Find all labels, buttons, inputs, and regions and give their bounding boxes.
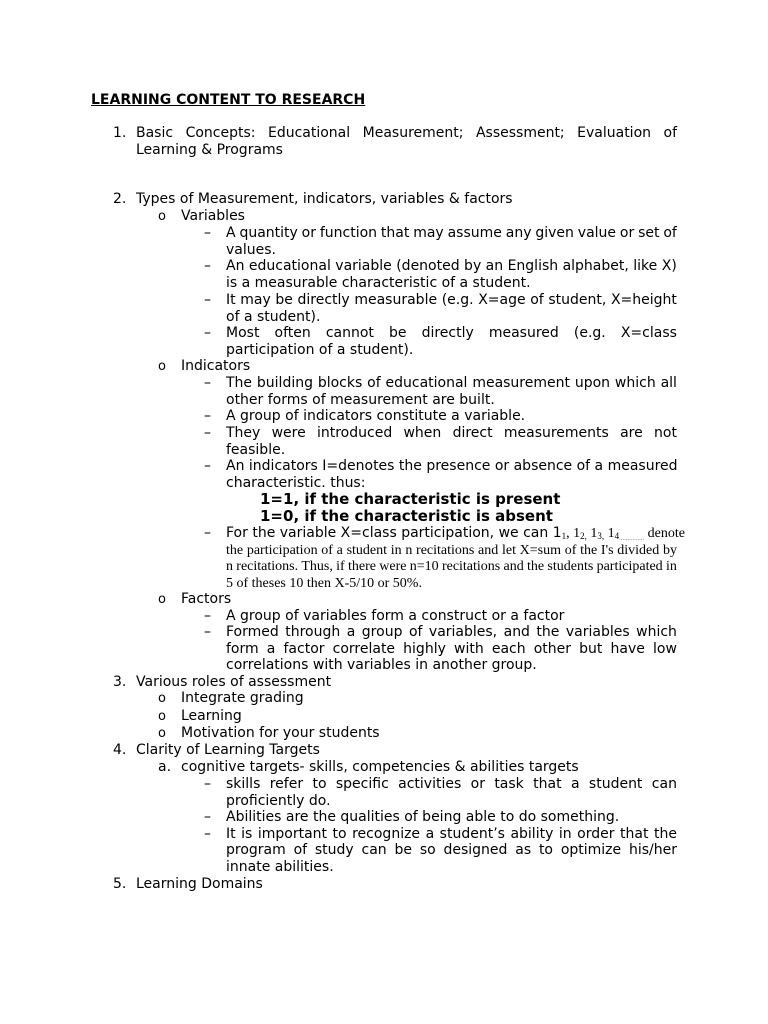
word: all [660,375,677,391]
word: Most [226,325,260,341]
variables-item-4-line-1 [226,325,677,342]
role-item-2: Learning [181,708,242,724]
word: It [226,826,236,842]
word: be [388,325,407,341]
indicators-item-4-line-2: characteristic. thus: [226,475,366,491]
targets-item-3-line-2 [226,842,677,859]
word: Evaluation [577,125,652,141]
word: building [256,375,313,391]
word: often [274,325,311,341]
dash-bullet: – [204,776,211,792]
bullet-integrate: o [158,691,166,706]
word: X=age [478,292,526,308]
word: students [547,559,594,574]
indicators-item-3-line-2: feasible. [226,442,286,458]
word: in [665,559,677,574]
word: X=height [610,292,677,308]
word: any [505,225,532,241]
dash-bullet: – [204,624,211,640]
word: specific [335,776,389,792]
word: directly [297,292,350,308]
word: can [651,776,677,792]
word: be [394,842,412,858]
word: not [654,425,677,441]
dash-bullet: – [204,826,211,842]
bullet-learning: o [158,709,166,724]
word: introduced [316,425,393,441]
word: important [257,826,328,842]
word: I's [600,543,614,558]
word: n=10 [409,559,439,574]
word: have [610,641,645,657]
word: or [301,225,316,241]
word: set [638,225,660,241]
word: of [293,842,308,858]
word: upon [574,375,611,391]
word: be [275,292,293,308]
word: his/her [628,842,677,858]
word: the [653,826,677,842]
word: which [614,375,656,391]
word: a [346,624,356,640]
word: measured [488,325,559,341]
word: were [379,559,407,574]
word: recitations. [236,559,299,574]
word: X=sum [519,543,562,558]
section-1-line-2: Learning & Programs [136,142,283,158]
variables-item-1-line-1 [226,225,677,242]
word: participated [596,559,663,574]
indicators-item-2-line-1: A group of indicators constitute a variable. [226,408,526,424]
word: optimize [560,842,622,858]
word: recitations [416,543,475,558]
word: Formed [226,624,279,640]
word: of [564,543,577,558]
word: of [408,624,423,640]
example-line-2 [226,542,677,559]
targets-item-2: Abilities are the qualities of being able to do something. [226,809,620,825]
word: the [527,559,545,574]
word: group [361,624,403,640]
word: educational [385,375,468,391]
word: let [501,543,516,558]
variables-heading: Variables [181,208,245,224]
word: n [405,543,413,558]
targets-item-3-line-1 [226,826,677,843]
factors-item-2-line-2 [226,641,677,658]
word: may [240,292,271,308]
indicators-item-3-line-1 [226,425,677,442]
word: refer [269,776,304,792]
word: with [454,641,484,657]
dash-bullet: – [204,425,211,441]
role-item-3: Motivation for your students [181,725,380,741]
word: order [577,826,615,842]
bullet-indicators: o [158,359,166,374]
word: measurable [354,292,438,308]
word: to [538,842,553,858]
dash-bullet: – [204,325,211,341]
word: so [419,842,436,858]
word: skills [226,776,261,792]
word: They [226,425,261,441]
word: highly [403,641,446,657]
word: Assessment; [475,125,565,141]
word: which [636,624,677,640]
word: n [226,559,233,574]
word: other [533,641,572,657]
targets-item-1-line-1 [226,776,677,793]
word: blocks [317,375,363,391]
word: a [266,641,276,657]
dash-bullet: – [204,225,211,241]
word: is [241,826,253,842]
dash-bullet: – [204,258,211,274]
word: can [361,842,387,858]
variables-item-3-line-1 [226,292,677,309]
variables-item-3-line-2: of a student). [226,309,321,325]
word: X=class [620,325,677,341]
word: each [491,641,526,657]
word: Concepts: [185,125,256,141]
word: when [403,425,442,441]
factors-item-2-line-3: correlations with variables in another group. [226,657,537,673]
word: student [346,543,388,558]
word: are [620,425,643,441]
word: Thus, [301,559,333,574]
word: cannot [325,325,374,341]
word: A [226,225,236,241]
word: to [312,776,327,792]
word: variables [565,624,630,640]
word: function [319,225,378,241]
word: a [425,826,435,842]
word: program [226,842,286,858]
word: in [558,826,572,842]
word: correlate [332,641,396,657]
section-4-number: 4. [113,742,127,758]
word: of [663,225,677,241]
role-item-1: Integrate grading [181,690,304,706]
word: Educational [267,125,351,141]
word: Basic [136,125,174,141]
targets-item-1-line-2: proficiently do. [226,793,331,809]
word: Measurement; [362,125,464,141]
example-line-3 [226,558,677,575]
word: recitations [441,559,501,574]
word: given [535,225,574,241]
word: directly [421,325,474,341]
bullet-motivation: o [158,726,166,741]
section-5-title: Learning Domains [136,876,263,892]
word: direct [452,425,493,441]
section-3-number: 3. [113,674,127,690]
word: of [321,543,333,558]
word: student’s [439,826,505,842]
word: (e.g. [441,292,474,308]
section-4a-title: cognitive targets- skills, competencies & abilities targets [181,759,579,775]
bullet-variables: o [158,209,166,224]
word: but [579,641,603,657]
dash-bullet: – [204,809,211,825]
word: if [336,559,345,574]
formula-present: 1=1, if the characteristic is present [260,490,561,508]
word: activities [398,776,462,792]
section-3-title: Various roles of assessment [136,674,332,690]
section-4-title: Clarity of Learning Targets [136,742,320,758]
word: participation [246,543,318,558]
bullet-factors: o [158,592,166,607]
section-5-number: 5. [113,876,127,892]
word: quantity [239,225,298,241]
word: a [336,543,343,558]
word: student [588,776,643,792]
indicators-heading: Indicators [181,358,251,374]
formula-absent: 1=0, if the characteristic is absent [260,507,553,525]
dash-bullet: – [204,525,211,541]
word: of [530,292,544,308]
variables-item-1-line-2: values. [226,242,276,258]
word: by [662,543,677,558]
word: The [226,375,253,391]
word: to [332,826,347,842]
word: value [577,225,617,241]
word: form [226,641,259,657]
factors-heading: Factors [181,591,232,607]
dash-bullet: – [204,375,211,391]
word: of [663,125,677,141]
word: student, [548,292,607,308]
word: and [478,543,499,558]
section-2-title: Types of Measurement, indicators, variables & factors [136,191,513,207]
word: were [271,425,306,441]
word: that [533,776,562,792]
word: of [367,375,381,391]
document-title: LEARNING CONTENT TO RESEARCH [91,92,366,108]
word: assume [447,225,502,241]
dash-bullet: – [204,458,211,474]
dash-bullet: – [204,408,211,424]
word: a [570,776,580,792]
word: the [580,543,598,558]
factors-item-1: A group of variables form a construct or a factor [226,608,565,624]
example-line-4: 5 of theses 10 then X-5/10 or 50%. [226,576,422,591]
word: measurement [472,375,570,391]
indicators-item-4-line-1: An indicators I=denotes the presence or absence of a measured [226,458,678,474]
word: as [515,842,532,858]
word: It [226,292,236,308]
example-line-1: For the variable X=class participation, we can $1_1$, $1_{2,}$ $1_{3,}$ $1_{4\dots\dots\dots\dots\dots}$ denote [226,525,685,542]
dash-bullet: – [204,292,211,308]
word: ability [510,826,554,842]
section-1-number: 1. [113,125,127,141]
word: the [536,624,560,640]
word: that [620,826,649,842]
variables-item-2-line-2: is a measurable characteristic of a student. [226,275,531,291]
word: or [619,225,635,241]
word: (e.g. [573,325,606,341]
word: may [413,225,444,241]
section-4a-marker: a. [158,759,172,775]
word: task [494,776,524,792]
word: through [285,624,341,640]
word: study [314,842,354,858]
word: recognize [352,826,421,842]
section-2-number: 2. [113,191,127,207]
indicators-item-1-line-1 [226,375,677,392]
word: factor [283,641,325,657]
indicators-item-1-line-2: other forms of measurement are built. [226,392,495,408]
targets-item-3-line-3: innate abilities. [226,859,334,875]
word: divided [617,543,660,558]
variables-item-2-line-1: An educational variable (denoted by an English alphabet, like X) [226,258,677,274]
word: and [503,624,530,640]
word: variables, [428,624,498,640]
word: and [503,559,524,574]
section-1-line-1 [136,125,677,142]
word: in [390,543,402,558]
word: or [470,776,485,792]
word: the [226,543,244,558]
dash-bullet: – [204,608,211,624]
word: low [653,641,677,657]
word: designed [443,842,508,858]
variables-item-4-line-2: participation of a student). [226,342,414,358]
word: measurements [503,425,609,441]
factors-item-2-line-1 [226,624,677,641]
word: that [380,225,410,241]
word: there [348,559,376,574]
